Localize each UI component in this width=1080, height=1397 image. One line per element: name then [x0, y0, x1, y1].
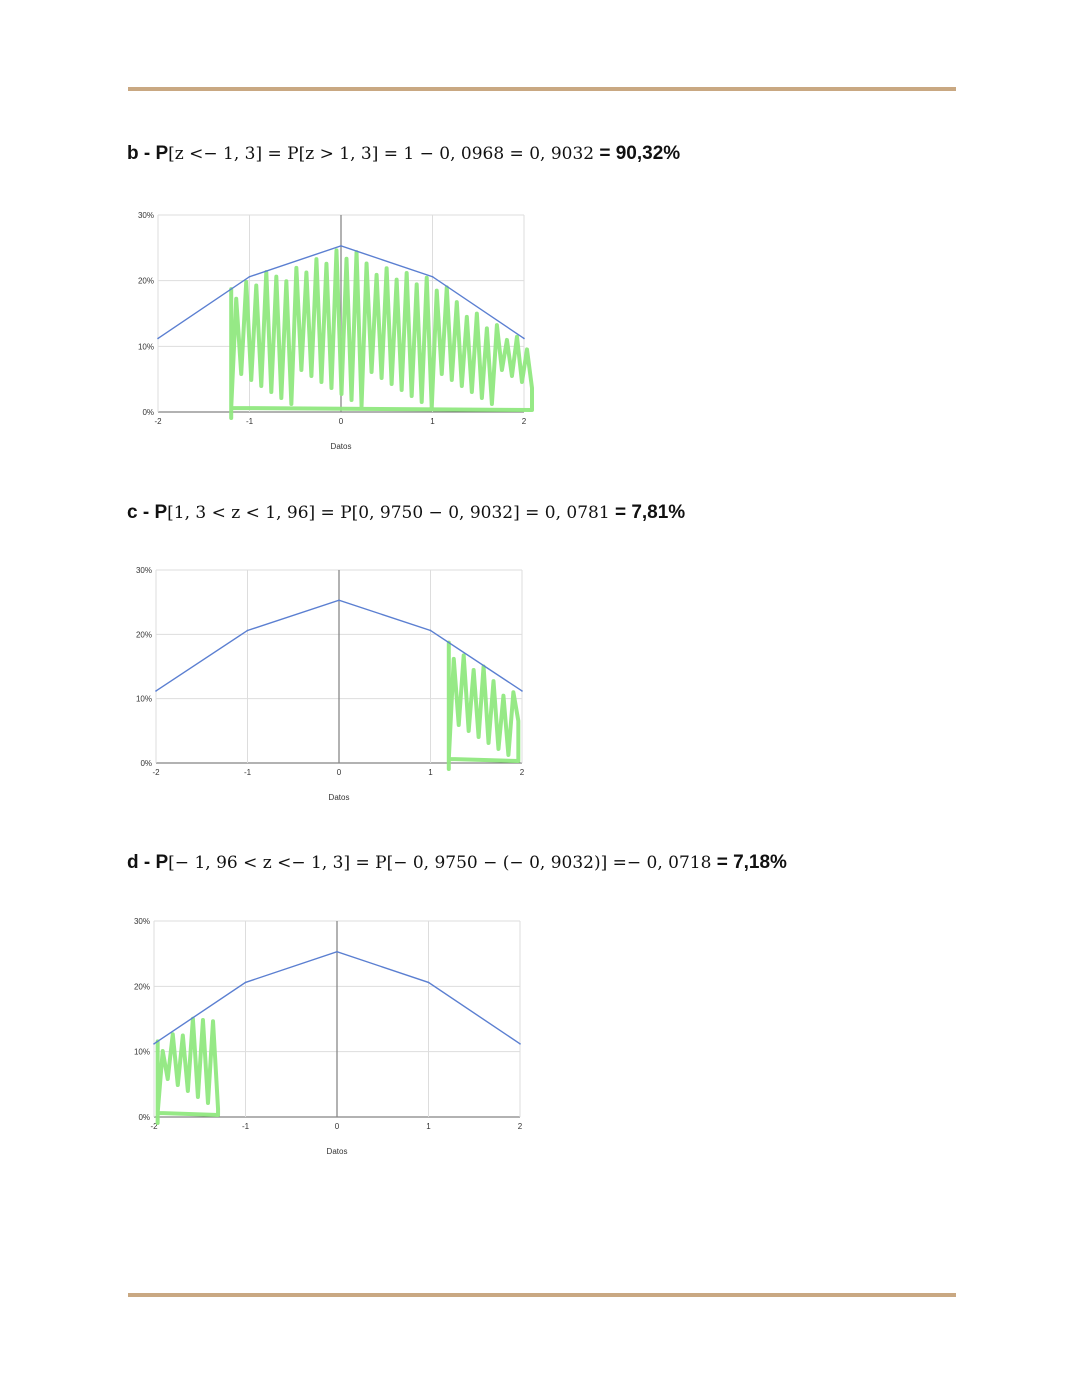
x-tick-label: 2: [521, 417, 527, 426]
data-point: [245, 982, 247, 984]
x-tick-label: 1: [430, 417, 435, 426]
y-tick-label: 10%: [133, 1047, 150, 1057]
bottom-divider: [128, 1293, 956, 1297]
x-axis-title: Datos: [328, 793, 350, 802]
x-tick-label: 1: [428, 768, 433, 777]
data-point: [428, 982, 430, 984]
y-tick-label: 0%: [142, 408, 154, 417]
data-point: [430, 630, 432, 632]
x-tick-label: 0: [338, 417, 344, 426]
data-point: [338, 599, 340, 601]
equation-equals: =: [594, 143, 616, 164]
x-axis-title: Datos: [330, 442, 352, 451]
equation-result: 7,81%: [631, 502, 686, 523]
data-point: [432, 276, 434, 278]
equation-equals: =: [711, 852, 734, 873]
x-tick-label: 1: [426, 1122, 431, 1131]
y-tick-label: 30%: [137, 211, 154, 220]
x-tick-label: -1: [241, 1122, 250, 1131]
x-tick-label: -2: [152, 768, 160, 777]
data-point: [336, 951, 338, 953]
data-point: [157, 338, 159, 340]
data-point: [155, 690, 157, 692]
chart-b: [122, 205, 572, 470]
x-tick-label: 0: [334, 1122, 340, 1131]
equation-label: d - P: [127, 852, 169, 873]
y-tick-label: 30%: [133, 917, 150, 926]
chart-c: [120, 560, 570, 825]
y-tick-label: 30%: [135, 566, 152, 575]
equation-equals: =: [609, 502, 632, 523]
y-tick-label: 20%: [137, 276, 154, 286]
data-point: [519, 1043, 521, 1045]
data-point: [523, 338, 525, 340]
equation-math: [1, 3 < z < 1, 96] = P[0, 9750 − 0, 9032] = 0, 0781: [167, 503, 610, 523]
x-tick-label: 0: [336, 768, 342, 777]
data-point: [247, 630, 249, 632]
x-tick-label: -2: [150, 1122, 158, 1131]
y-tick-label: 20%: [133, 982, 150, 992]
shaded-region-scribble: [231, 250, 532, 418]
equation-result: 90,32%: [615, 143, 681, 164]
x-tick-label: -1: [243, 768, 252, 777]
equation-c: [127, 502, 685, 524]
x-tick-label: -1: [245, 417, 254, 426]
top-divider: [128, 87, 956, 91]
chart-svg: [122, 205, 572, 470]
chart-d: [118, 911, 568, 1176]
data-point: [249, 276, 251, 278]
x-tick-label: -2: [154, 417, 162, 426]
y-tick-label: 10%: [135, 694, 152, 704]
y-tick-label: 10%: [137, 342, 154, 352]
y-tick-label: 0%: [138, 1113, 150, 1122]
shaded-region-scribble: [158, 1019, 218, 1123]
y-tick-label: 0%: [140, 759, 152, 768]
equation-math: [− 1, 96 < z <− 1, 3] = P[− 0, 9750 − (− 0, 9032)] =− 0, 0718: [168, 853, 712, 873]
chart-svg: [118, 911, 568, 1176]
equation-result: 7,18%: [733, 852, 787, 873]
chart-svg: [120, 560, 570, 825]
equation-label: b - P: [127, 143, 169, 164]
data-point: [153, 1043, 155, 1045]
x-tick-label: 2: [517, 1122, 523, 1131]
data-point: [521, 690, 523, 692]
equation-math: [z <− 1, 3] = P[z > 1, 3] = 1 − 0, 0968 = 0, 9032: [168, 144, 595, 164]
equation-label: c - P: [127, 502, 168, 523]
shaded-region-scribble: [449, 643, 519, 769]
equation-b: [127, 143, 680, 165]
y-tick-label: 20%: [135, 630, 152, 640]
x-axis-title: Datos: [326, 1147, 348, 1156]
data-point: [340, 245, 342, 247]
equation-d: [127, 852, 787, 874]
x-tick-label: 2: [519, 768, 525, 777]
